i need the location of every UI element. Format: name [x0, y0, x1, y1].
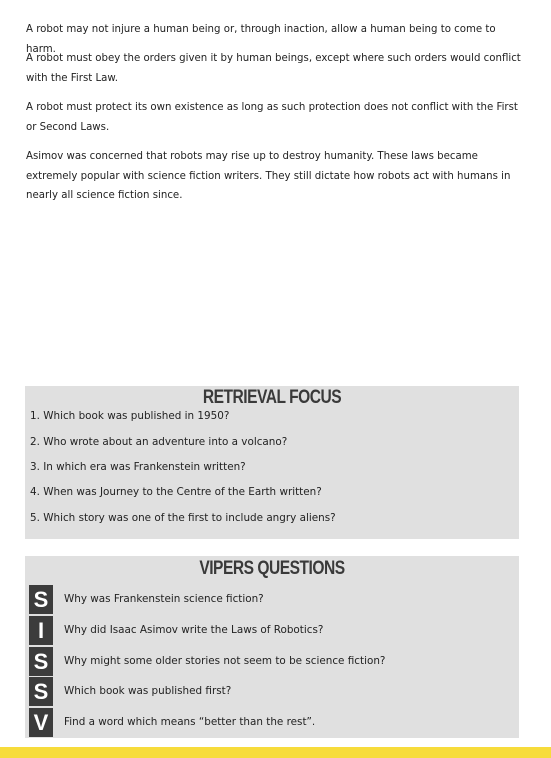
- vipers-question: Find a word which means “better than the rest”.: [64, 716, 316, 728]
- asimov-paragraph: Asimov was concerned that robots may rise up to destroy humanity. These laws became extremely popular with science fiction writers. They still dictate how robots act with humans in nearly all science fiction since.: [26, 151, 511, 201]
- vipers-questions-box: [25, 556, 519, 738]
- retrieval-question: 1. Which book was published in 1950?: [30, 410, 230, 422]
- vipers-question: Which book was published first?: [64, 685, 232, 697]
- footer-bar: [0, 747, 551, 758]
- vipers-row: [25, 708, 519, 737]
- retrieval-focus-box: [25, 386, 519, 539]
- retrieval-question: 3. In which era was Frankenstein written?: [30, 461, 246, 473]
- vipers-letter-badge: S: [29, 647, 53, 676]
- robot-law-first: A robot may not injure a human being or, through inaction, allow a human being to come to harm.: [26, 24, 496, 55]
- vipers-row: [25, 616, 519, 645]
- retrieval-question: 5. Which story was one of the first to include angry aliens?: [30, 512, 336, 524]
- vipers-row: [25, 677, 519, 706]
- vipers-letter-badge: I: [29, 616, 53, 645]
- robot-law-third: A robot must protect its own existence as long as such protection does not conflict with the First or Second Laws.: [26, 102, 518, 133]
- vipers-row: [25, 585, 519, 614]
- retrieval-focus-title: RETRIEVAL FOCUS: [202, 387, 342, 408]
- retrieval-question: 4. When was Journey to the Centre of the Earth written?: [30, 486, 322, 498]
- vipers-question: Why was Frankenstein science fiction?: [64, 593, 264, 605]
- robot-law-second: A robot must obey the orders given it by human beings, except where such orders would conflict with the First Law.: [26, 53, 521, 84]
- vipers-letter-badge: S: [29, 585, 53, 614]
- vipers-letter-badge: S: [29, 677, 53, 706]
- vipers-letter-badge: V: [29, 708, 53, 737]
- vipers-question: Why might some older stories not seem to be science fiction?: [64, 655, 386, 667]
- vipers-questions-title: VIPERS QUESTIONS: [199, 558, 345, 579]
- vipers-row: [25, 647, 519, 676]
- vipers-question: Why did Isaac Asimov write the Laws of Robotics?: [64, 624, 324, 636]
- retrieval-question: 2. Who wrote about an adventure into a volcano?: [30, 436, 288, 448]
